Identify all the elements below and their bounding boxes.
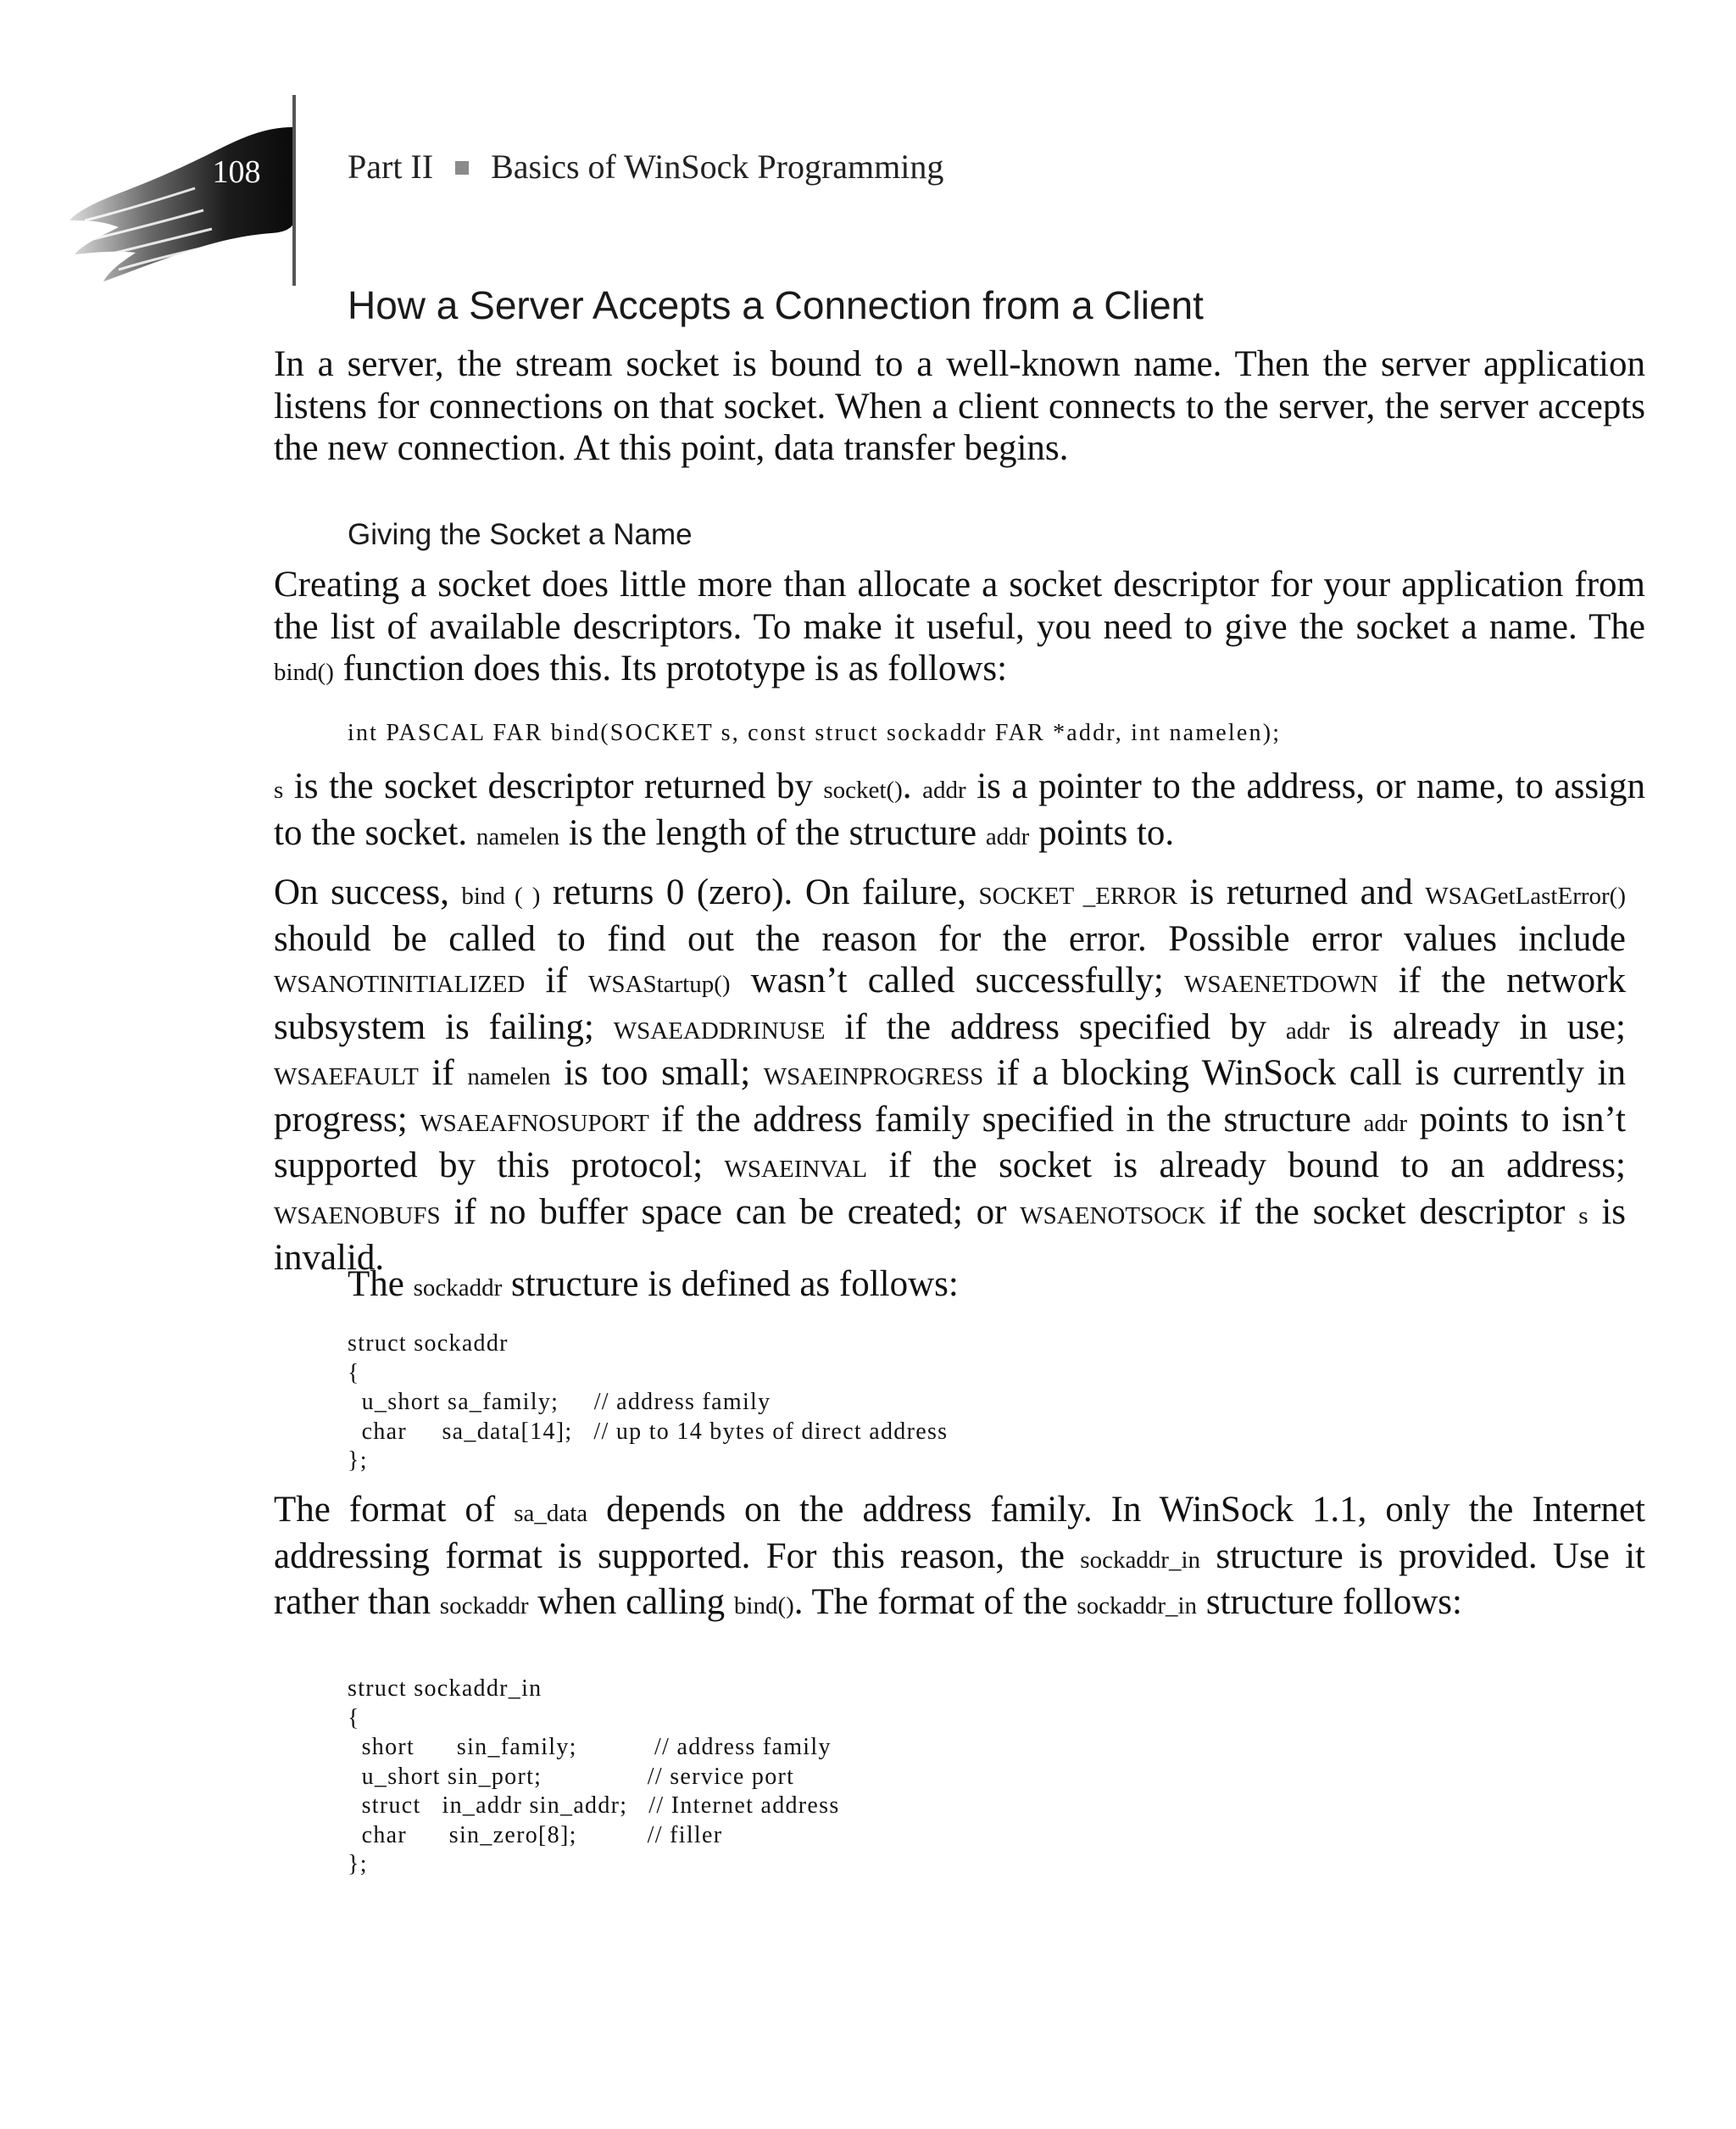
code-ref: WSANOTINITIALIZED xyxy=(274,971,526,998)
text-run: if no buffer space can be created; or xyxy=(440,1191,1021,1232)
text-run: function does this. Its prototype is as follows: xyxy=(333,649,1008,688)
bind-prototype: int PASCAL FAR bind(SOCKET s, const struct sockaddr FAR *addr, int namelen); xyxy=(348,720,1282,746)
text-run: . The format of the xyxy=(793,1582,1077,1622)
subsection-heading: Giving the Socket a Name xyxy=(348,518,693,551)
paragraph-sockaddr-in-intro xyxy=(274,1489,1645,1628)
code-ref: bind() xyxy=(733,1592,794,1619)
code-ref: sockaddr xyxy=(413,1274,503,1301)
text-run: . xyxy=(902,766,923,806)
text-run: if a blocking WinSock call is currently in progress; xyxy=(274,1053,1626,1140)
code-ref: SOCKET _ERROR xyxy=(978,883,1177,910)
code-ref: addr xyxy=(1285,1017,1330,1045)
text-run: On success, xyxy=(274,872,462,912)
text-run: if the socket is already bound to an address; xyxy=(867,1145,1626,1185)
code-ref: namelen xyxy=(467,1063,551,1090)
running-head xyxy=(348,146,943,188)
code-ref: WSAENOTSOCK xyxy=(1020,1201,1206,1229)
text-run: Creating a socket does little more than allocate a socket descriptor for your application from the list of available descriptors. To make it useful, you need to give the socket a name. The xyxy=(274,565,1645,647)
text-run: should be called to find out the reason for the error. Possible error values include xyxy=(274,918,1626,959)
code-ref: WSAEADDRINUSE xyxy=(613,1017,826,1045)
code-ref: namelen xyxy=(476,822,560,850)
part-label: Part II xyxy=(348,148,434,186)
sockaddr-struct-code: struct sockaddr { u_short sa_family; // address family char sa_data[14]; // up to 14 bytes of direct address }; xyxy=(348,1330,949,1474)
text-run: is returned and xyxy=(1177,872,1426,912)
text-run: The xyxy=(348,1264,414,1304)
text-run: structure is provided. Use it rather than xyxy=(274,1535,1645,1622)
page-number: 108 xyxy=(212,154,261,190)
text-run: structure follows: xyxy=(1197,1582,1462,1622)
code-ref: socket() xyxy=(823,777,903,804)
paragraph-bind-params xyxy=(274,766,1645,858)
text-run: depends on the address family. In WinSock 1.1, only the Internet addressing format is supported. For this reason, the xyxy=(274,1490,1645,1576)
code-ref: sockaddr_in xyxy=(1077,1592,1198,1619)
text-run: The format of xyxy=(274,1490,515,1530)
text-run: if the network subsystem is failing; xyxy=(274,961,1626,1047)
paragraph-bind-intro xyxy=(274,564,1645,694)
text-run: is a pointer to the address, or name, to assign to the socket. xyxy=(274,766,1646,853)
code-ref: sockaddr_in xyxy=(1080,1546,1201,1574)
code-ref: s xyxy=(274,777,284,804)
text-run: points to isn’t supported by this protocol; xyxy=(274,1099,1627,1185)
code-ref: WSAENOBUFS xyxy=(274,1201,441,1229)
code-ref: WSAGetLastError() xyxy=(1425,883,1626,910)
text-run: is too small; xyxy=(550,1053,764,1093)
code-ref: bind() xyxy=(274,659,334,686)
code-ref: WSAStartup() xyxy=(588,971,731,998)
flag-emblem-icon xyxy=(68,93,322,297)
code-ref: WSAEINVAL xyxy=(724,1156,868,1183)
sockaddr-in-struct-code: struct sockaddr_in { short sin_family; // address family u_short sin_port; // service port struct in_addr sin_addr; // Internet address char sin_zero[8]; // filler }; xyxy=(348,1675,840,1877)
code-ref: addr xyxy=(985,822,1030,850)
code-ref: sockaddr xyxy=(439,1592,529,1619)
text-run: structure is defined as follows: xyxy=(502,1264,959,1304)
code-ref: WSAEAFNOSUPORT xyxy=(420,1109,649,1137)
section-heading: How a Server Accepts a Connection from a Client xyxy=(348,283,1204,327)
text-run: is the socket descriptor returned by xyxy=(283,766,824,806)
text-run: returns 0 (zero). On failure, xyxy=(540,872,979,912)
text-run: if the address specified by xyxy=(825,1006,1286,1047)
text-run: if xyxy=(525,961,589,1000)
text-run: if the socket descriptor xyxy=(1205,1191,1579,1232)
bullet-icon xyxy=(455,161,469,175)
code-ref: WSAEFAULT xyxy=(274,1063,419,1090)
code-ref: s xyxy=(1578,1201,1589,1229)
section-intro-paragraph: In a server, the stream socket is bound to a well-known name. Then the server application listens for connections on that socket. When a client connects to the server, the server accepts the new connection. At this point, data transfer begins. xyxy=(274,344,1645,468)
text-run: if the address family specified in the structure xyxy=(648,1099,1364,1140)
text-run: is invalid. xyxy=(274,1191,1627,1278)
code-ref: WSAEINPROGRESS xyxy=(763,1063,984,1090)
part-title: Basics of WinSock Programming xyxy=(491,148,944,186)
text-run: is the length of the structure xyxy=(559,812,986,853)
code-ref: WSAENETDOWN xyxy=(1183,971,1378,998)
text-run: points to. xyxy=(1029,812,1175,853)
paragraph-sockaddr-intro xyxy=(274,1263,1645,1310)
code-ref: addr xyxy=(922,777,966,804)
code-ref: addr xyxy=(1363,1109,1408,1137)
text-run: if xyxy=(418,1053,468,1093)
text-run: when calling xyxy=(528,1582,734,1622)
code-ref: sa_data xyxy=(514,1500,588,1527)
text-run: wasn’t called successfully; xyxy=(730,961,1184,1000)
code-ref: bind ( ) xyxy=(461,883,541,910)
header-divider xyxy=(292,95,296,286)
paragraph-bind-errors xyxy=(274,872,1626,1279)
text-run: is already in use; xyxy=(1329,1006,1626,1047)
